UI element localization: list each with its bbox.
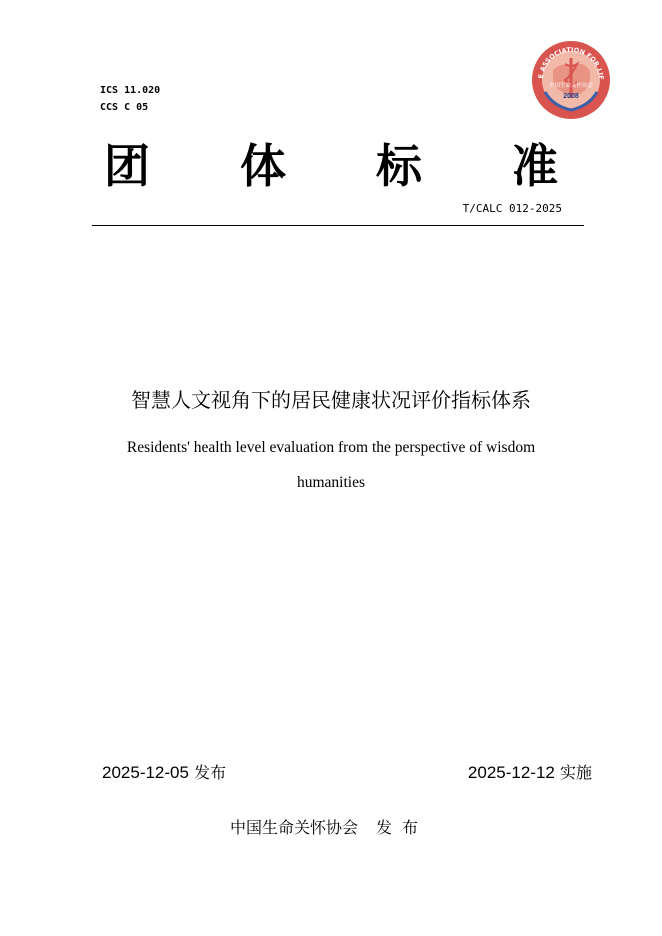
heading-char-2: 体: [240, 139, 286, 193]
publication-date-value: 2025-12-05: [102, 763, 189, 782]
document-title-cn: 智慧人文视角下的居民健康状况评价指标体系: [131, 388, 531, 412]
logo-inner-text: 中国生命关怀协会: [548, 83, 594, 89]
heading-char-4: 准: [512, 139, 558, 193]
implementation-label: 实施: [559, 763, 592, 782]
issuer-action-1: 发: [376, 818, 393, 837]
association-seal-icon: [531, 40, 611, 120]
association-logo: [531, 40, 611, 120]
issuer-line: [230, 815, 418, 838]
group-standard-heading: [100, 138, 562, 198]
implementation-date: [468, 760, 592, 783]
logo-year: 2008: [563, 93, 579, 100]
heading-char-1: 团: [104, 139, 150, 193]
implementation-date-value: 2025-12-12: [467, 763, 555, 782]
issuer-action-2: 布: [402, 818, 419, 837]
document-title-en: Residents' health level evaluation from the perspective of wisdom humanities: [126, 439, 536, 491]
publication-label: 发布: [194, 763, 227, 782]
ics-code: ICS 11.020: [100, 85, 161, 96]
logo-ring-text: E ASSOCIATION FOR LIF: [536, 45, 606, 81]
header-rule: [92, 225, 584, 226]
publication-date: [102, 760, 226, 783]
heading-char-3: 标: [376, 139, 422, 193]
issuer-name: 中国生命关怀协会: [230, 818, 359, 837]
classification-codes: [100, 82, 160, 116]
ccs-code: CCS C 05: [100, 102, 149, 113]
standard-number: T/CALC 012-2025: [462, 202, 562, 215]
